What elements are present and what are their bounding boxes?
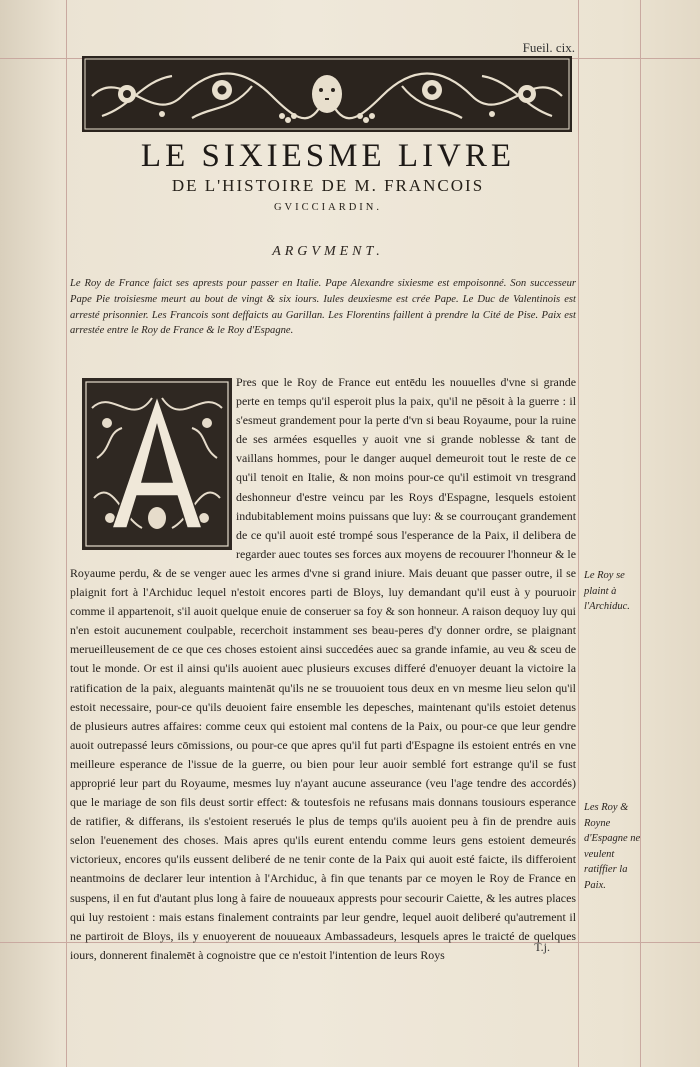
book-subtitle: DE L'HISTOIRE DE M. FRANCOIS xyxy=(171,176,485,195)
book-title: LE SIXIESME LIVRE xyxy=(140,138,516,174)
folio-number: Fueil. cix. xyxy=(522,40,575,55)
signature-mark: T.j. xyxy=(534,940,550,954)
body-text xyxy=(70,373,576,965)
ornamental-headpiece xyxy=(82,56,572,132)
margin-note-archiduc: Le Roy se plaint à l'Archiduc. xyxy=(584,570,630,612)
margin-note-espagne: Les Roy & Royne d'Espagne ne veulent ratiffier la Paix. xyxy=(584,802,641,891)
right-margin-rule xyxy=(578,0,579,1067)
left-margin-rule xyxy=(66,0,67,1067)
argument-text: Le Roy de France faict ses aprests pour passer en Italie. Pape Alexandre sixiesme est empoisonné. Son successeur Pape Pie troisiesme meurt au bout de vingt & six iours. Iules deuxiesme est crée Pape. Le Duc de Valentinois est arresté prisonnier. Les Francois sont deffaicts au Garillan. Les Florentins faillent à prendre la Cité de Pise. Paix est arrestée entre le Roy de France & le Roy d'Espagne. xyxy=(70,278,576,337)
outer-margin-rule xyxy=(640,0,641,1067)
argument-heading: ARGVMENT. xyxy=(272,244,384,259)
author-name: GVICCIARDIN. xyxy=(273,202,383,213)
dropcap-spacer xyxy=(70,373,236,561)
body-paragraph: Pres que le Roy de France eut entēdu les nouuelles d'vne si grande perte en temps qu'il esperoit plus la paix, qu'il ne pēsoit à la guerre : il s'esmeut grandement pour la perte d'vn si beau Royaume, pour la ruine de ses armées esquelles y auoit vne si grande noblesse & tant de vaillans hommes, pour le danger auquel demeuroit tout le reste de ce qu'il tenoit en Italie, & non moins pour-ce qu'il estimoit vn tresgrand deshonneur d'estre veincu par les Roys d'Espagne, lesquels estoient indubitablement moins puissans que luy: & se courrouçant grandement de ce qu'il auoit esté trompé sous l'esperance de la Paix, il delibera de regarder auec toutes ses forces aux moyens de recouurer l'honneur & le Royaume perdu, & de se venger auec les armes d'vne si grand iniure. Mais deuant que passer outre, il se plaignit fort à l'Archiduc lequel n'estoit encores parti de Bloys, luy demandant qu'il eust à y pouruoir comme il appartenoit, s'il auoit quelque enuie de conseruer sa foy & son honneur. A raison dequoy luy qui n'en estoit aucunement coulpable, recerchoit instamment ses beau-peres d'y donner ordre, se plaignant merueilleusement de ce que ces choses estoient ainsi succedées auec sa grande infamie, au veu & sceu de tout le monde. Or est il ainsi qu'ils auoient auec plusieurs excuses differé d'enuoyer deuant la victoire la ratification de la paix, aleguants maintenāt qu'ils ne se trouuoient tous deux en vn mesme lieu selon qu'il estoit necessaire, pour-ce qu'ils deuoient faire ensemble les depesches, maintenant qu'ils estoiet detenus de plusieurs autres affaires: comme ceux qui estoient mal contens de la Paix, ou pour-ce que leur gendre auoit outrepassé leurs cōmissions, ou pour-ce que apres qu'il fut parti d'Espagne ils estoient entrés en vne meilleure esperance de l'issue de la guerre, ou bien pour leur auoir semblé fort estrange qu'il se fust approprié leur part du Royaume, mesmes luy n'ayant aucune asseurance (veu l'age tendre des accordés) que le mariage de son fils deust sortir effect: & toutesfois ne refusans mais donnans tousiours esperance de ratifier, & differans, ils s'estoient reserués le plus de temps qu'ils auoient peu à fin de prendre auis selon l'euenement des choses. Mais apres qu'ils eurent entendu comme leurs gens estoient demeurés victorieux, encores qu'ils eussent deliberé de ne tenir conte de la Paix qui auoit esté faicte, ils differoient neantmoins de declarer leur intention à l'Archiduc, à fin que tenants par ce moyen le Roy de France en suspens, il en fut d'autant plus long à faire de nouueaux apprests pour secourir Caiette, & les autres places qui luy restoient : mais estans finalement contraints par leur gendre, lequel auoit deliberé qu'autrement il ne partiroit de Bloys, ils y enuoyerent de nouueaux Ambassadeurs, lesquels apres le traicté de quelques iours, donnerent finalemēt à cognoistre que ce n'estoit l'intention de leurs Roys xyxy=(70,375,576,962)
